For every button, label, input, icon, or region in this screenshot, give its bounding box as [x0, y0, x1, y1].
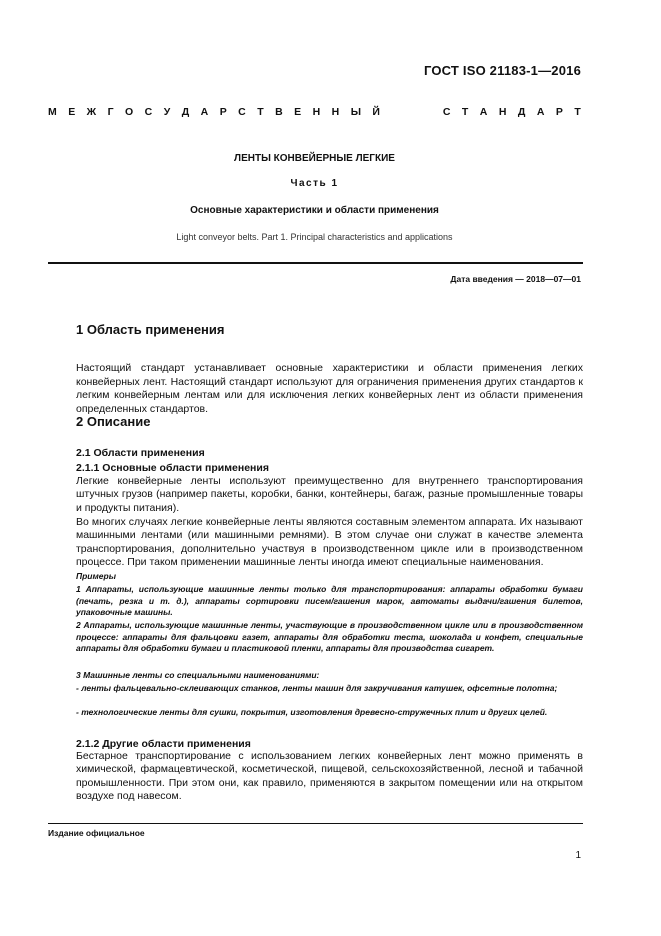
section-2-heading: 2 Описание: [76, 414, 151, 429]
examples-title: Примеры: [76, 571, 116, 581]
banner-letter: Ы: [350, 106, 361, 118]
section-1-heading: 1 Область применения: [76, 322, 225, 337]
banner-letter: Т: [574, 106, 581, 118]
banner-letter: С: [442, 106, 451, 118]
subsection-2-1-1-paragraph-1: Легкие конвейерные ленты используют преимущественно для внутреннего транспортирования штучных грузов (например пакеты, коробки, банки, контейнеры, багаж, разные промышленные товары и продукты питания).: [76, 475, 583, 514]
subsection-2-1-1-paragraph-2: Во многих случаях легкие конвейерные ленты являются составным элементом аппарата. Их называют машинными лентами (или машинными ремнями). В этом случае они служат в качестве элемента транспортирования, дополнительно участвуя в производственном цикле или в производственном процессе. При таком применении машинные ленты иногда имеют специальные наименования.: [76, 516, 583, 569]
banner-letter: А: [479, 106, 488, 118]
document-code: ГОСТ ISO 21183-1—2016: [423, 63, 581, 78]
banner-letter: Н: [498, 106, 507, 118]
banner-letter: В: [275, 106, 283, 118]
banner-letter: Й: [372, 106, 380, 118]
introduction-date: Дата введения — 2018—07—01: [450, 274, 581, 284]
example-3-item-b: - технологические ленты для сушки, покрытия, изготовления древесно-стружечных плит и других целей.: [76, 707, 548, 717]
banner-letter: Д: [517, 106, 526, 118]
banner-letter: Т: [257, 106, 264, 118]
banner-letter: А: [200, 106, 209, 118]
example-3: 3 Машинные ленты со специальными наименованиями:: [76, 670, 320, 680]
example-2: 2 Аппараты, использующие машинные ленты, участвующие в производственном цикле или в производственном процессе: аппараты для фальцовки газет, аппараты для обработки теста, шоколада и конфет, специальные аппараты для обработки бумаги и пластиковой пленки, аппараты для производства сигарет.: [76, 620, 583, 654]
banner-letter: Г: [107, 106, 114, 118]
example-1: 1 Аппараты, использующие машинные ленты только для транспортирования: аппараты обработки бумаги (печать, резка и т. д.), аппараты сортировки писем/гашения марок, автоматы выдачи/гашения билетов, упаковочные машины.: [76, 584, 583, 618]
interstate-standard-banner: [48, 106, 581, 118]
banner-letter: С: [144, 106, 153, 118]
document-title: ЛЕНТЫ КОНВЕЙЕРНЫЕ ЛЕГКИЕ: [234, 153, 395, 164]
title-divider: [48, 262, 583, 264]
subsection-2-1-heading: 2.1 Области применения: [76, 447, 205, 459]
section-1-paragraph: Настоящий стандарт устанавливает основные характеристики и области применения легких конвейерных лент. Настоящий стандарт используют для ограничения применения других стандартов к легким конвейерным лентам или для исключения легких конвейерных лент из области применения определенных стандартов.: [76, 362, 583, 415]
banner-letter: Д: [181, 106, 190, 118]
banner-letter: Т: [461, 106, 469, 118]
banner-letter: Н: [331, 106, 340, 118]
banner-letter: О: [125, 106, 134, 118]
banner-letter: Н: [312, 106, 321, 118]
english-title: Light conveyor belts. Part 1. Principal characteristics and applications: [176, 232, 453, 242]
banner-letter: М: [48, 106, 57, 118]
subsection-2-1-1-heading: 2.1.1 Основные области применения: [76, 462, 269, 474]
page-number: 1: [575, 850, 581, 861]
part-label: Часть 1: [290, 178, 339, 189]
document-subtitle: Основные характеристики и области применения: [190, 205, 439, 216]
banner-letter: Р: [555, 106, 563, 118]
example-3-item-a: - ленты фальцевально-склеивающих станков, ленты машин для закручивания катушек, офсетные полотна;: [76, 683, 558, 693]
footer-divider: [48, 823, 583, 824]
subsection-2-1-2-heading: 2.1.2 Другие области применения: [76, 738, 251, 750]
banner-gap: [391, 106, 431, 118]
banner-letter: Е: [68, 106, 76, 118]
section-1-text: [76, 349, 583, 416]
banner-letter: Р: [219, 106, 227, 118]
banner-letter: А: [536, 106, 545, 118]
banner-letter: Ж: [86, 106, 97, 118]
banner-letter: У: [163, 106, 171, 118]
edition-label: Издание официальное: [48, 828, 145, 838]
banner-letter: С: [238, 106, 246, 118]
subsection-2-1-2-paragraph: Бестарное транспортирование с использованием легких конвейерных лент можно применять в химической, фармацевтической, косметической, пищевой, сельскохозяйственной, лесной и табачной промышленности. При этом они, как правило, применяются в закрытом помещении или на открытом воздухе под навесом.: [76, 750, 583, 803]
banner-letter: Е: [294, 106, 302, 118]
